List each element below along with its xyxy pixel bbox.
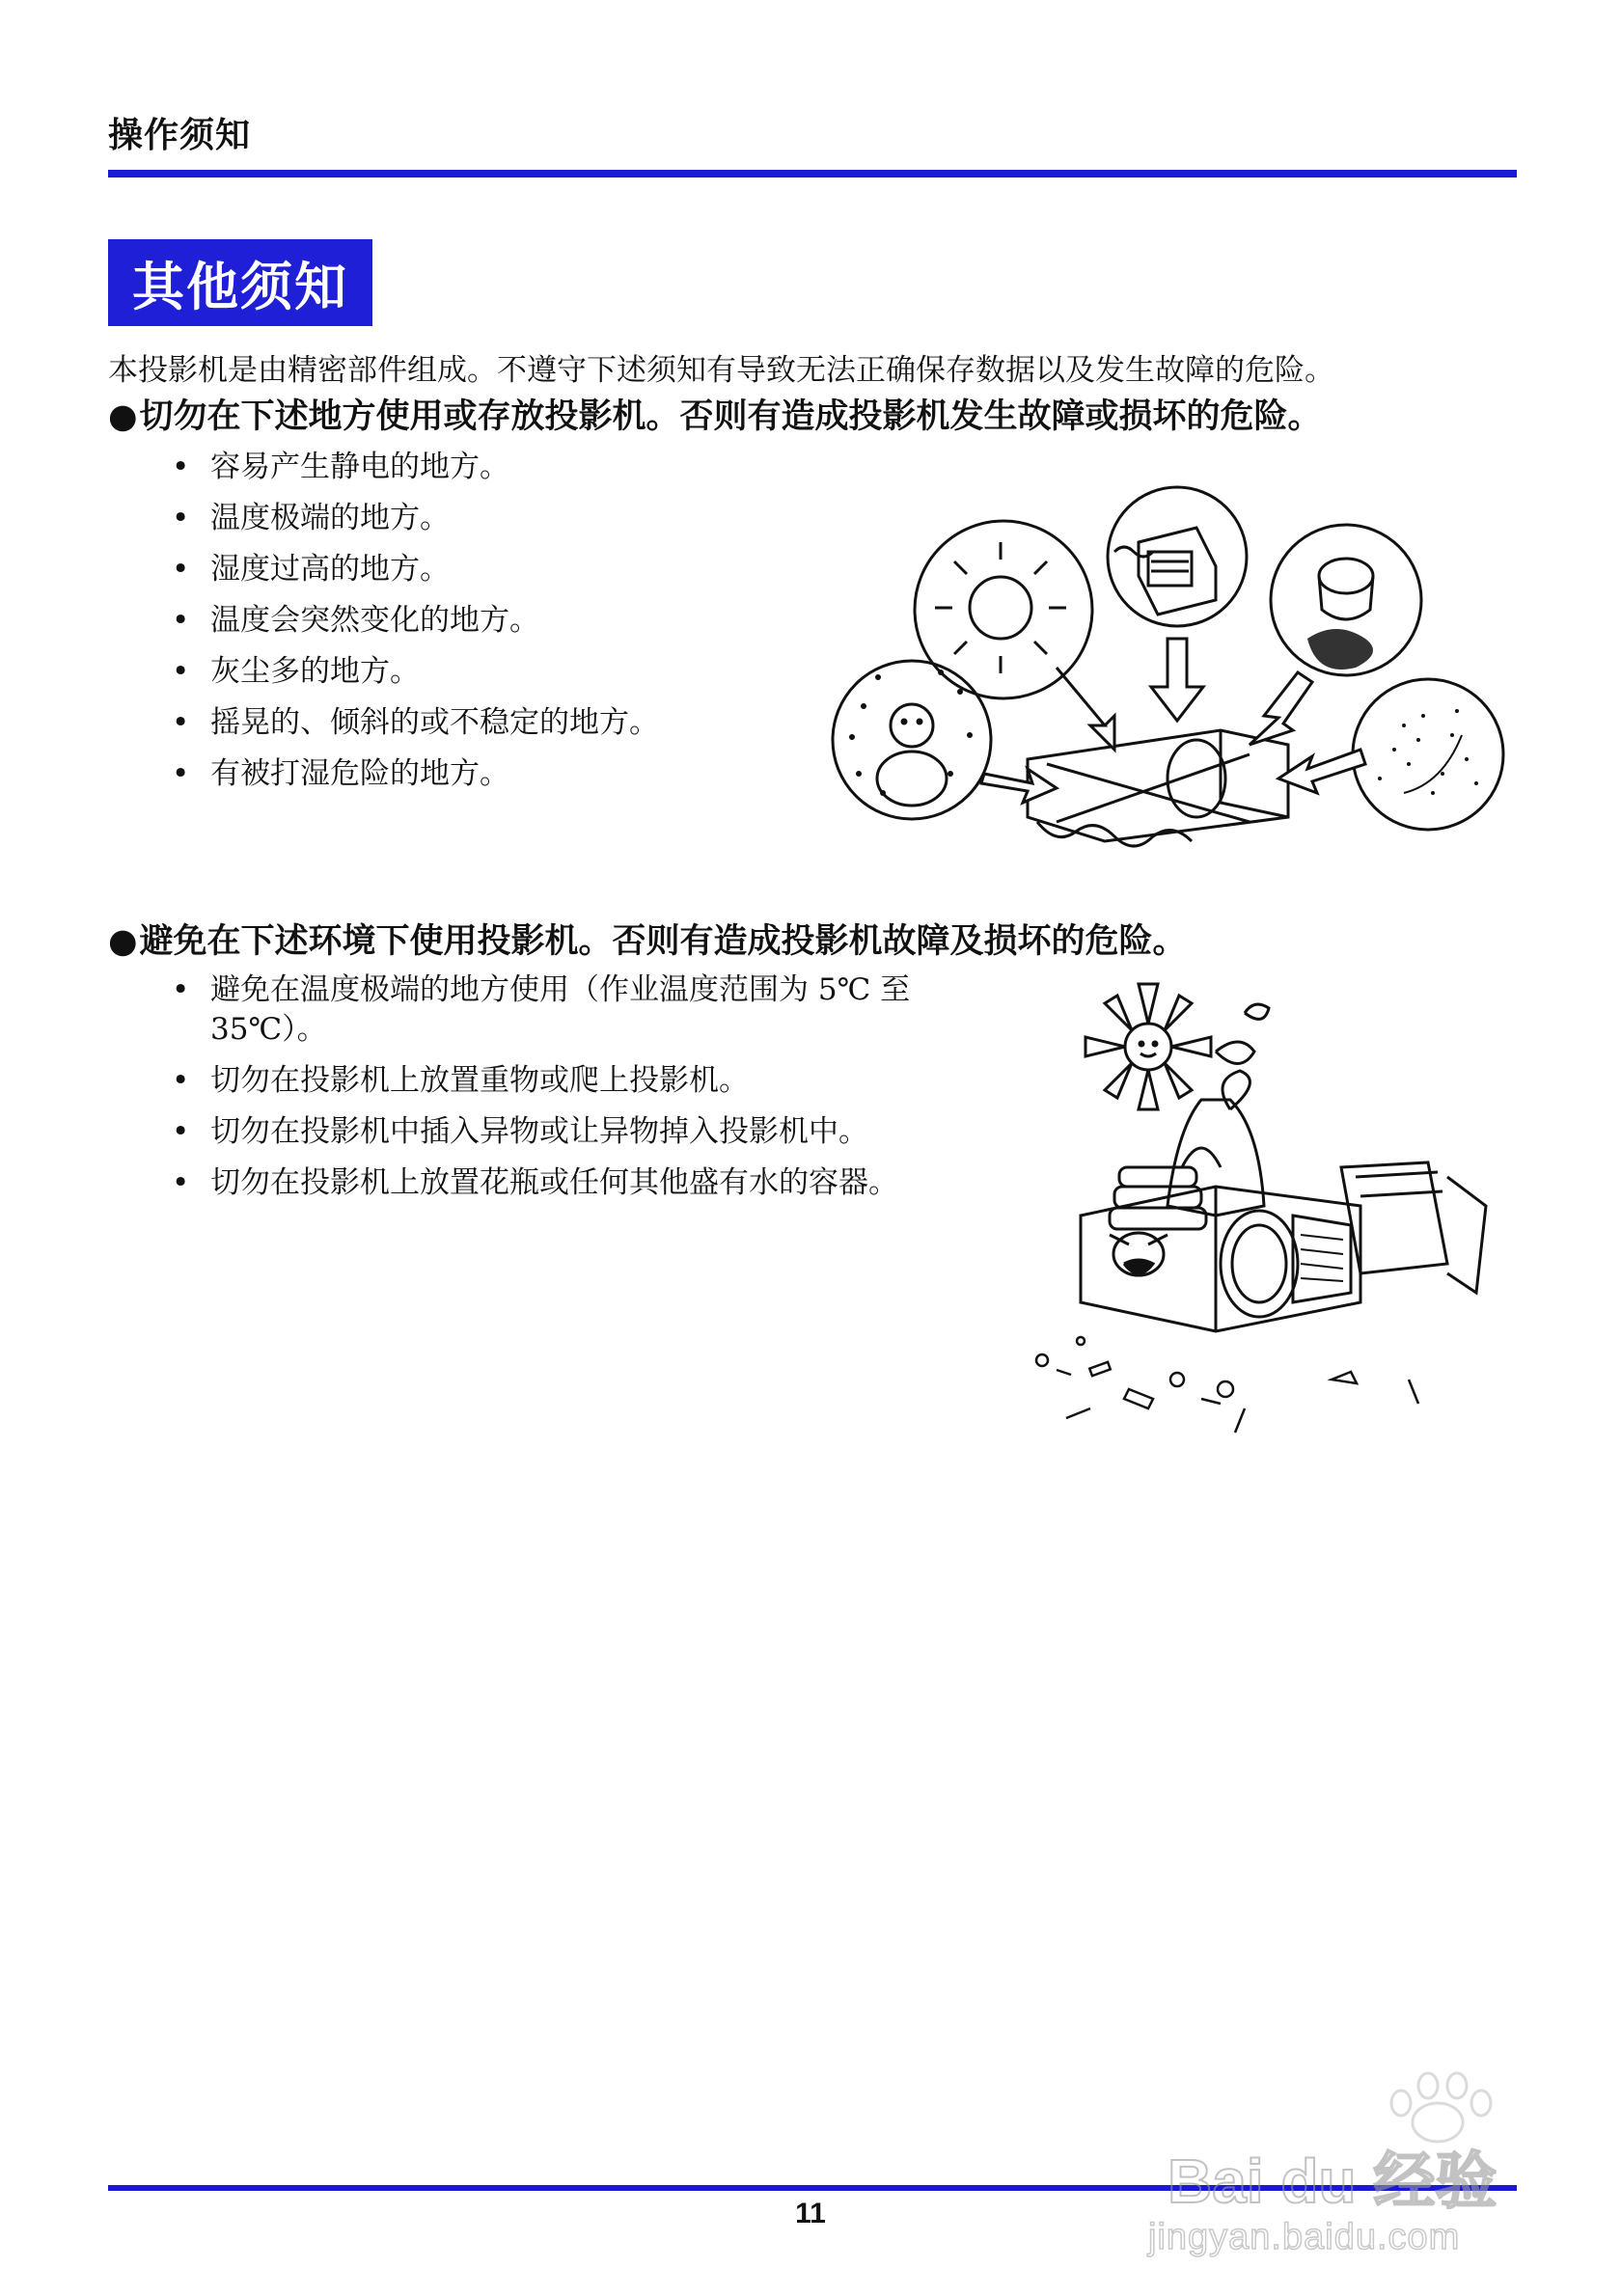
list-item: • 切勿在投影机上放置花瓶或任何其他盛有水的容器。: [164, 1163, 973, 1203]
intro-text: 本投影机是由精密部件组成。不遵守下述须知有导致无法正确保存数据以及发生故障的危险。: [108, 353, 1334, 388]
section-title: 其他须知: [108, 239, 372, 326]
bullet-icon: ●: [108, 396, 138, 436]
list-item: • 切勿在投影机上放置重物或爬上投影机。: [164, 1061, 984, 1101]
block2-heading: [108, 915, 1187, 963]
list-item: • 湿度过高的地方。: [164, 550, 859, 589]
overloaded-projector-icon: [1023, 974, 1505, 1457]
page-number: 11: [795, 2198, 826, 2229]
list-item: • 摇晃的、倾斜的或不稳定的地方。: [164, 703, 859, 743]
list-item: • 容易产生静电的地方。: [164, 448, 859, 487]
list-item: • 温度极端的地方。: [164, 499, 859, 538]
block1-heading: [108, 390, 1322, 438]
block1-heading-text: 切勿在下述地方使用或存放投影机。否则有造成投影机发生故障或损坏的危险。: [139, 396, 1322, 436]
bullet-icon: ●: [108, 921, 138, 961]
list-item: • 有被打湿危险的地方。: [164, 754, 859, 794]
block2-list: [164, 970, 984, 1215]
watermark-url: jingyan.baidu.com: [1148, 2217, 1461, 2257]
list-item: • 灰尘多的地方。: [164, 652, 859, 692]
list-item: • 避免在温度极端的地方使用（作业温度范围为 5℃ 至35℃）。: [164, 970, 973, 1050]
watermark-brand: Bai du 经验: [1168, 2146, 1497, 2216]
projector-hazard-environment-icon: [825, 484, 1505, 856]
block1-list: [164, 448, 859, 806]
header-rule: [108, 170, 1517, 178]
list-item: • 切勿在投影机中插入异物或让异物掉入投影机中。: [164, 1112, 973, 1152]
block2-heading-text: 避免在下述环境下使用投影机。否则有造成投影机故障及损坏的危险。: [139, 921, 1187, 961]
list-item: • 温度会突然变化的地方。: [164, 601, 859, 641]
page-header-title: 操作须知: [108, 116, 252, 155]
